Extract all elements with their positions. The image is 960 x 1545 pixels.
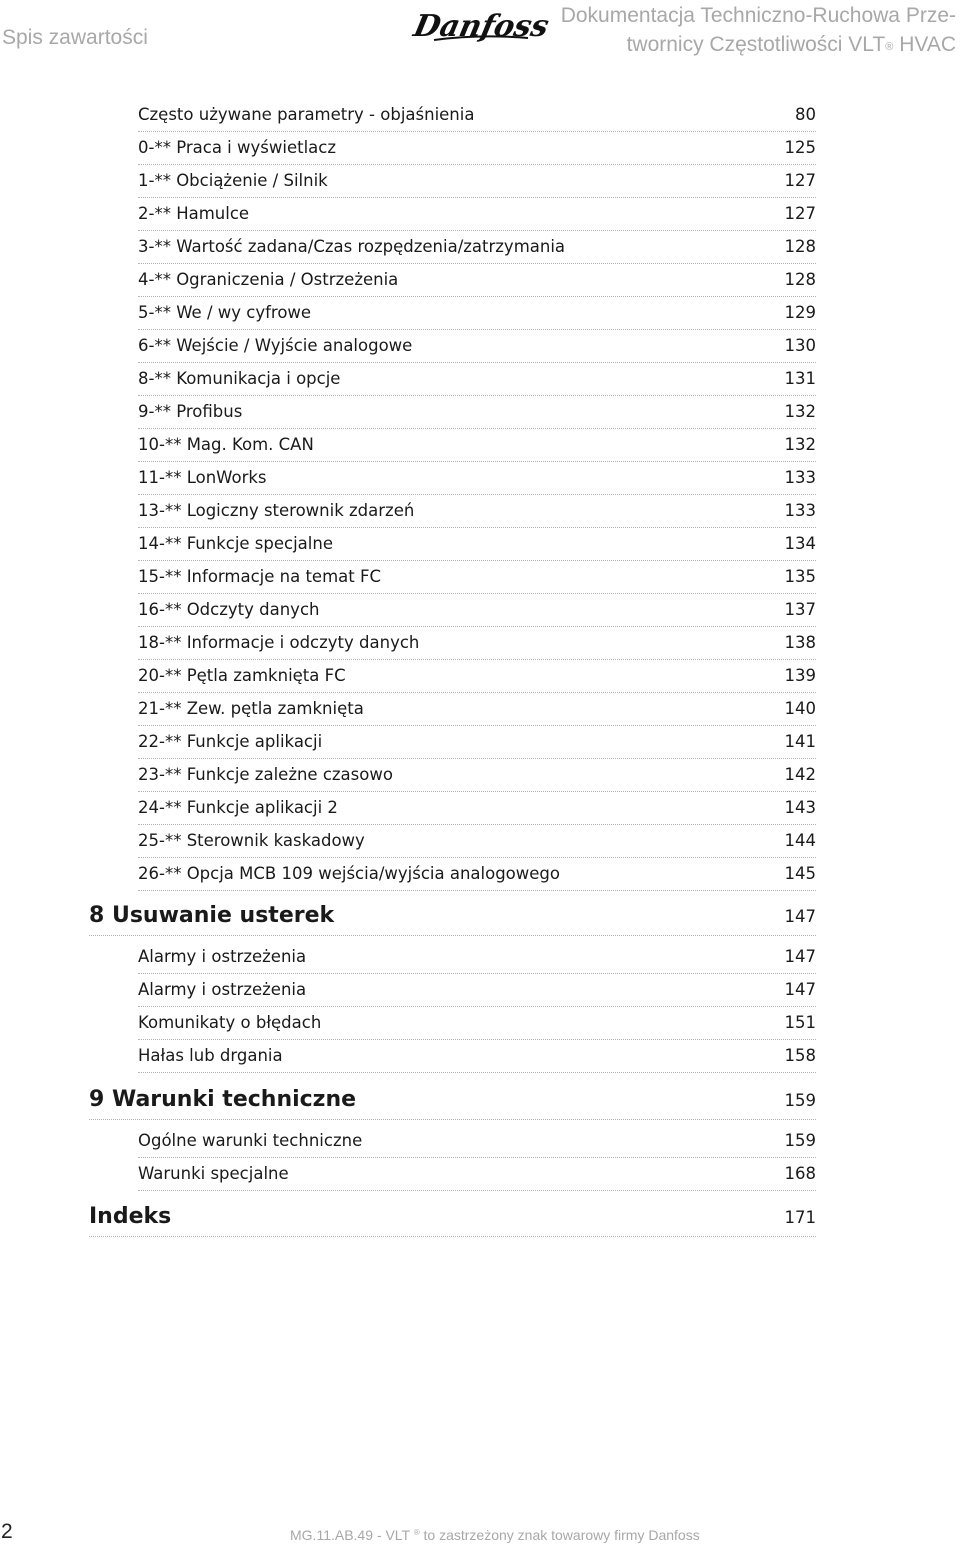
- toc-chapter-title: 8 Usuwanie usterek: [89, 903, 335, 928]
- registered-mark: ®: [413, 1528, 420, 1537]
- toc-entry-title: 21-** Zew. pętla zamknięta: [138, 699, 364, 718]
- toc-entry-title: 25-** Sterownik kaskadowy: [138, 831, 365, 850]
- toc-entry-page: 131: [784, 369, 816, 388]
- toc-entry-title: 2-** Hamulce: [138, 204, 250, 223]
- toc-entry-title: 20-** Pętla zamknięta FC: [138, 666, 346, 685]
- toc-entry[interactable]: [138, 297, 816, 330]
- toc-entry-title: 5-** We / wy cyfrowe: [138, 303, 312, 322]
- toc-entry-page: 133: [784, 501, 816, 520]
- toc-entry-title: 18-** Informacje i odczyty danych: [138, 633, 420, 652]
- toc-entry[interactable]: [138, 363, 816, 396]
- toc-entry-page: 132: [784, 435, 816, 454]
- toc-entry-title: 15-** Informacje na temat FC: [138, 567, 381, 586]
- toc-entry-page: 127: [784, 171, 816, 190]
- toc-entry-page: 158: [784, 1046, 816, 1065]
- toc-chapter-title: 9 Warunki techniczne: [89, 1087, 357, 1112]
- toc-entry-page: 130: [784, 336, 816, 355]
- toc-entry-page: 129: [784, 303, 816, 322]
- toc-entry-title: 8-** Komunikacja i opcje: [138, 369, 341, 388]
- toc-entry-title: 16-** Odczyty danych: [138, 600, 320, 619]
- toc-entry-title: 26-** Opcja MCB 109 wejścia/wyjścia analogowego: [138, 864, 560, 883]
- toc-entry[interactable]: [138, 330, 816, 363]
- footer-trademark: [290, 1527, 700, 1543]
- toc-entry[interactable]: [138, 594, 816, 627]
- toc-entry[interactable]: [138, 231, 816, 264]
- toc-entry-title: 24-** Funkcje aplikacji 2: [138, 798, 338, 817]
- toc-entry-page: 132: [784, 402, 816, 421]
- toc-entry-page: 141: [784, 732, 816, 751]
- toc-entry-page: 134: [784, 534, 816, 553]
- toc-entry-title: 6-** Wejście / Wyjście analogowe: [138, 336, 413, 355]
- toc-entry[interactable]: [138, 396, 816, 429]
- toc-entry-title: 10-** Mag. Kom. CAN: [138, 435, 314, 454]
- toc-entry[interactable]: [138, 495, 816, 528]
- toc-entry-page: 138: [784, 633, 816, 652]
- toc-entry[interactable]: [138, 561, 816, 594]
- toc-entry[interactable]: [138, 660, 816, 693]
- toc-entry[interactable]: [138, 99, 816, 132]
- section-title: Spis zawartości: [2, 26, 148, 49]
- toc-entry-page: 140: [784, 699, 816, 718]
- toc-entry[interactable]: [138, 462, 816, 495]
- page-number: 2: [1, 1520, 13, 1543]
- toc-chapter-page: 159: [784, 1091, 816, 1110]
- toc-entry-page: 147: [784, 980, 816, 999]
- toc-chapter[interactable]: [89, 903, 816, 936]
- toc-entry-title: 23-** Funkcje zależne czasowo: [138, 765, 393, 784]
- document-title-line1: Dokumentacja Techniczno-Ruchowa Prze-: [560, 4, 956, 27]
- toc-entry[interactable]: [138, 165, 816, 198]
- toc-entry-title: 3-** Wartość zadana/Czas rozpędzenia/zatrzymania: [138, 237, 566, 256]
- toc-entry-title: 4-** Ograniczenia / Ostrzeżenia: [138, 270, 399, 289]
- toc-entry[interactable]: [138, 941, 816, 974]
- toc-index-title: Indeks: [89, 1204, 172, 1229]
- toc-entry-page: 151: [784, 1013, 816, 1032]
- toc-entry-page: 135: [784, 567, 816, 586]
- toc-entry[interactable]: [138, 429, 816, 462]
- toc-entry[interactable]: [138, 974, 816, 1007]
- toc-entry[interactable]: [138, 792, 816, 825]
- toc-entry-page: 128: [784, 237, 816, 256]
- danfoss-logo: [410, 4, 552, 48]
- document-title: [556, 1, 956, 59]
- toc-entry[interactable]: [138, 198, 816, 231]
- toc-entry[interactable]: [138, 858, 816, 891]
- toc-entry-title: Alarmy i ostrzeżenia: [138, 947, 307, 966]
- toc-entry[interactable]: [138, 528, 816, 561]
- toc-entry[interactable]: [138, 825, 816, 858]
- toc-entry[interactable]: [138, 627, 816, 660]
- toc-entry-page: 137: [784, 600, 816, 619]
- document-title-line2: [556, 30, 956, 59]
- toc-entry-page: 144: [784, 831, 816, 850]
- toc-entry-page: 80: [795, 105, 816, 124]
- toc-entry-page: 125: [784, 138, 816, 157]
- toc-entry[interactable]: [138, 1040, 816, 1073]
- toc-entry-title: 11-** LonWorks: [138, 468, 267, 487]
- toc-entry[interactable]: [138, 1125, 816, 1158]
- toc-entry-page: 145: [784, 864, 816, 883]
- toc-entry[interactable]: [138, 759, 816, 792]
- toc-entry-title: 22-** Funkcje aplikacji: [138, 732, 323, 751]
- toc-entry-page: 159: [784, 1131, 816, 1150]
- toc-entry-title: 9-** Profibus: [138, 402, 243, 421]
- toc-entry-page: 142: [784, 765, 816, 784]
- toc-entry-page: 127: [784, 204, 816, 223]
- toc-chapter[interactable]: [89, 1087, 816, 1120]
- toc-entry-title: Warunki specjalne: [138, 1164, 289, 1183]
- toc-entry-title: Często używane parametry - objaśnienia: [138, 105, 475, 124]
- toc-entry-title: Komunikaty o błędach: [138, 1013, 322, 1032]
- document-title-product: HVAC: [899, 33, 956, 56]
- toc-entry-title: 13-** Logiczny sterownik zdarzeń: [138, 501, 415, 520]
- toc-index-page: 171: [784, 1208, 816, 1227]
- toc-entry[interactable]: [138, 264, 816, 297]
- toc-entry-page: 139: [784, 666, 816, 685]
- toc-chapter-page: 147: [784, 907, 816, 926]
- registered-mark: ®: [885, 41, 894, 53]
- toc-entry-page: 128: [784, 270, 816, 289]
- toc-entry-title: 14-** Funkcje specjalne: [138, 534, 333, 553]
- toc-entry[interactable]: [138, 1007, 816, 1040]
- toc-entry-title: Ogólne warunki techniczne: [138, 1131, 363, 1150]
- toc-entry-page: 143: [784, 798, 816, 817]
- toc-index[interactable]: [89, 1204, 816, 1237]
- svg-text:Danfoss: Danfoss: [410, 9, 552, 44]
- toc-entry[interactable]: [138, 1158, 816, 1191]
- footer-doc-code: MG.11.AB.49 - VLT: [290, 1527, 410, 1543]
- toc-entry-title: Hałas lub drgania: [138, 1046, 283, 1065]
- toc-entry-page: 147: [784, 947, 816, 966]
- footer-trademark-text: to zastrzeżony znak towarowy firmy Danfoss: [423, 1527, 700, 1543]
- toc-entry-title: 1-** Obciążenie / Silnik: [138, 171, 328, 190]
- toc-entry-page: 133: [784, 468, 816, 487]
- toc-entry-title: Alarmy i ostrzeżenia: [138, 980, 307, 999]
- toc-entry[interactable]: [138, 132, 816, 165]
- toc-entry-title: 0-** Praca i wyświetlacz: [138, 138, 336, 157]
- toc-entry-page: 168: [784, 1164, 816, 1183]
- toc-entry[interactable]: [138, 726, 816, 759]
- toc-entry[interactable]: [138, 693, 816, 726]
- document-title-text: twornicy Częstotliwości VLT: [626, 33, 886, 56]
